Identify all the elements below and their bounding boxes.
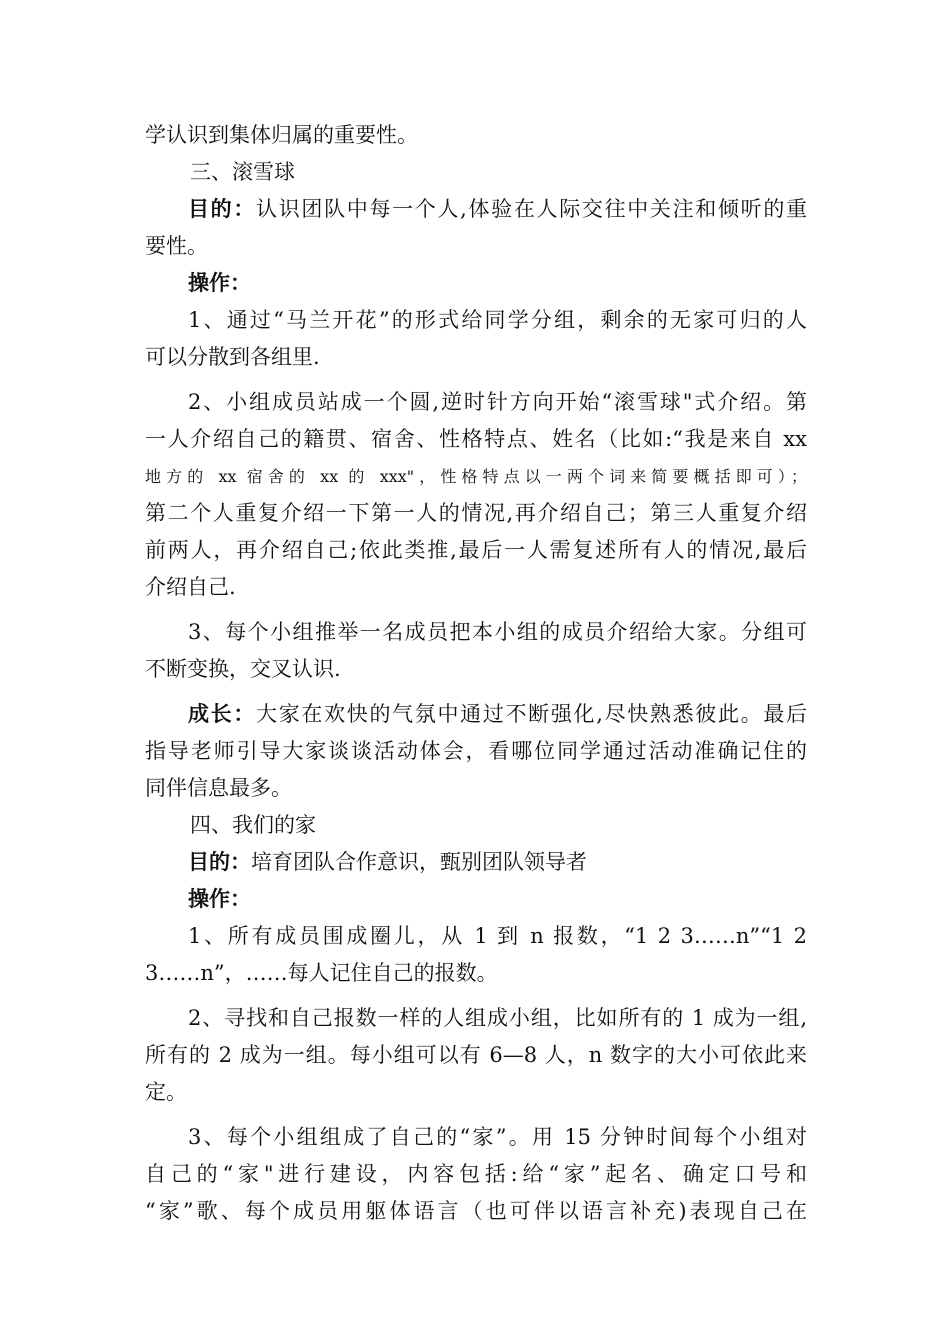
section-heading-snowball: 三、滚雪球 (190, 160, 295, 184)
purpose-text: 认识团队中每一个人,体验在人际交往中关注和倾听的重 (256, 197, 807, 221)
growth-line (145, 696, 807, 733)
purpose-line (145, 844, 807, 881)
paragraph-line: 地方的 xx 宿舍的 xx 的 xxx"，性格特点以一两个词来简要概括即可）； (145, 467, 807, 486)
paragraph-line: 2、寻找和自己报数一样的人组成小组，比如所有的 1 成为一组, (188, 1006, 807, 1030)
paragraph-line: 一人介绍自己的籍贯、宿舍、性格特点、姓名（比如:“我是来自 xx (145, 427, 807, 451)
paragraph-line: 自己的“家"进行建设，内容包括:给“家”起名、确定口号和 (145, 1162, 807, 1186)
purpose-label: 目的： (188, 850, 251, 874)
paragraph-line: 3……n”，……每人记住自己的报数。 (145, 961, 498, 985)
paragraph-line: 要性。 (145, 234, 208, 258)
paragraph-line: 介绍自己. (145, 575, 236, 599)
purpose-label: 目的： (188, 197, 257, 221)
section-heading-our-home: 四、我们的家 (190, 813, 316, 837)
paragraph-line: 学认识到集体归属的重要性。 (145, 123, 418, 147)
paragraph-line: 所有的 2 成为一组。每小组可以有 6—8 人，n 数字的大小可依此来 (145, 1043, 807, 1067)
growth-text: 大家在欢快的气氛中通过不断强化,尽快熟悉彼此。最后 (256, 702, 807, 726)
paragraph-line: 不断变换，交叉认识. (145, 657, 341, 681)
paragraph-line: 3、每个小组组成了自己的“家”。用 15 分钟时间每个小组对 (188, 1125, 807, 1149)
paragraph-line: 1、通过“马兰开花”的形式给同学分组，剩余的无家可归的人 (188, 308, 807, 332)
paragraph-line: 同伴信息最多。 (145, 776, 292, 800)
paragraph-line: “家”歌、每个成员用躯体语言（也可伴以语言补充)表现自己在 (145, 1199, 807, 1223)
operation-label: 操作： (188, 271, 251, 295)
purpose-text: 培育团队合作意识，甄别团队领导者 (251, 850, 587, 874)
paragraph-line: 可以分散到各组里. (145, 345, 320, 369)
paragraph-line: 3、每个小组推举一名成员把本小组的成员介绍给大家。分组可 (188, 620, 807, 644)
operation-label: 操作： (188, 887, 251, 911)
paragraph-line: 第二个人重复介绍一下第一人的情况,再介绍自己；第三人重复介绍 (145, 501, 807, 525)
document-page (145, 117, 807, 1230)
paragraph-line: 2、小组成员站成一个圆,逆时针方向开始“滚雪球"式介绍。第 (188, 390, 807, 414)
paragraph-line: 定。 (145, 1080, 187, 1104)
paragraph-line: 1、所有成员围成圈儿，从 1 到 n 报数，“1 2 3……n”“1 2 (188, 924, 807, 948)
growth-label: 成长： (188, 702, 257, 726)
paragraph-line: 前两人，再介绍自己;依此类推,最后一人需复述所有人的情况,最后 (145, 538, 807, 562)
paragraph-line: 指导老师引导大家谈谈活动体会，看哪位同学通过活动准确记住的 (145, 739, 807, 763)
purpose-line (145, 191, 807, 228)
